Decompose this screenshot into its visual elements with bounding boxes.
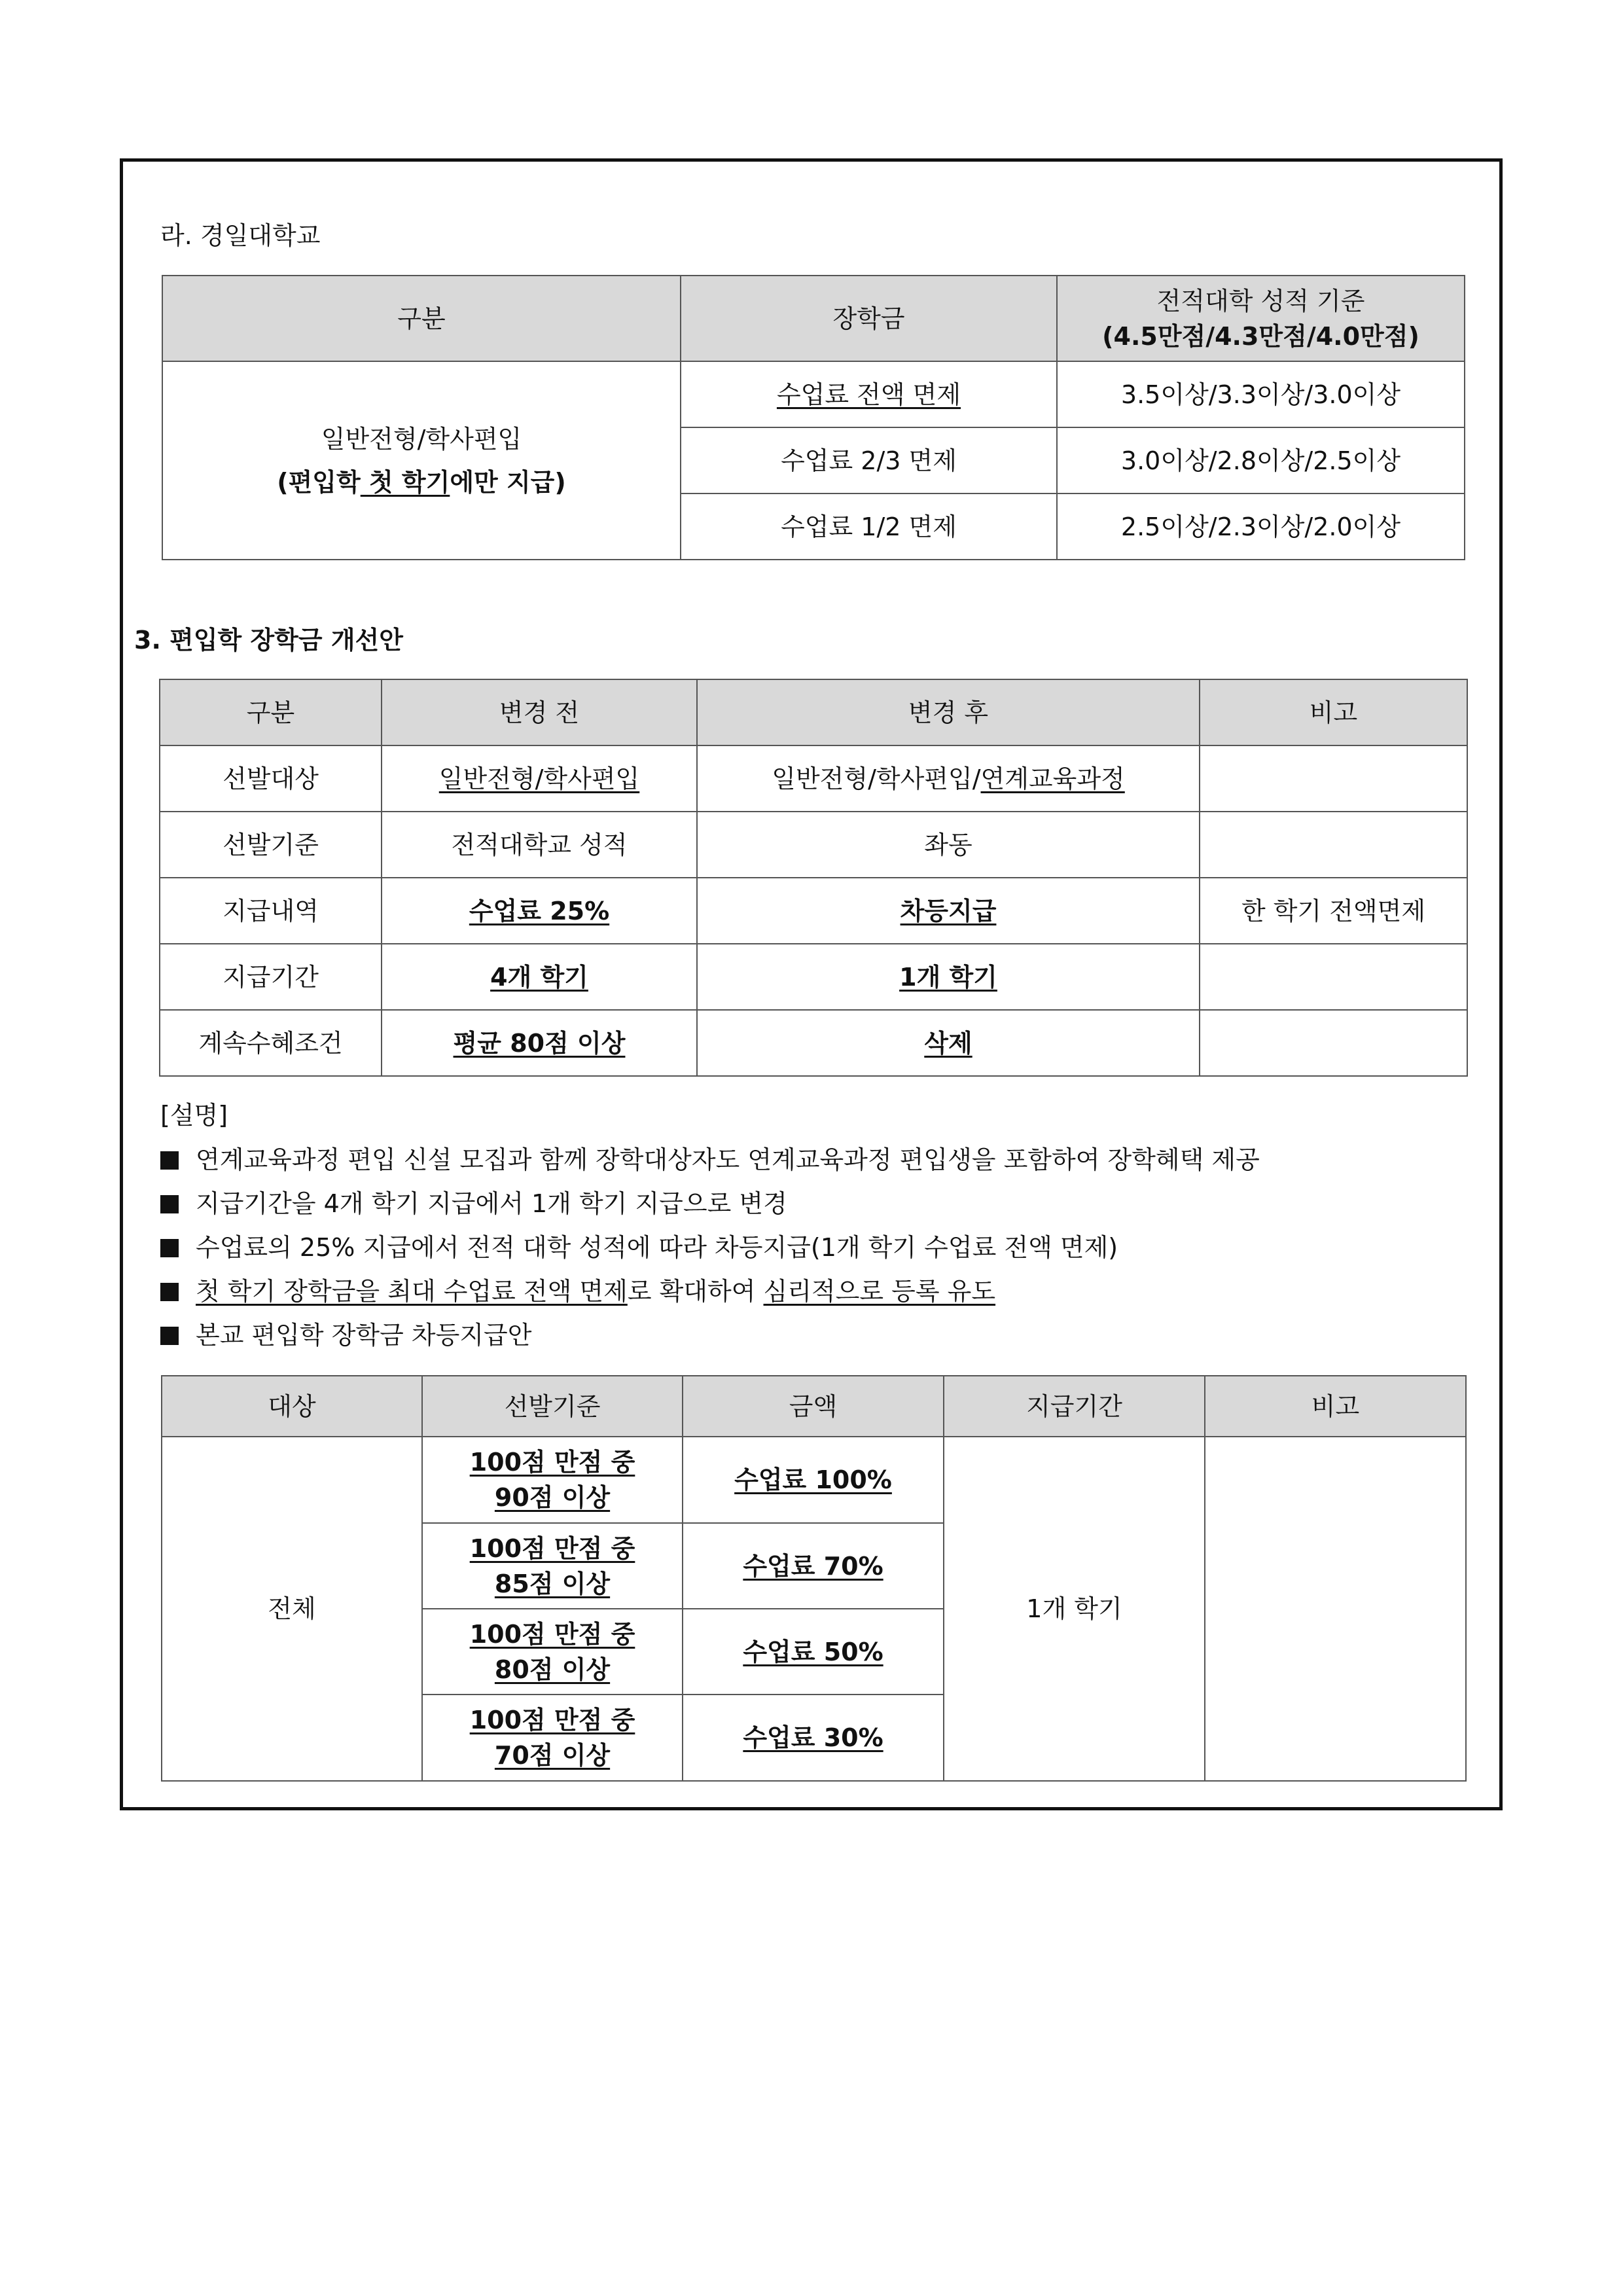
criteria-cell: 2.5이상/2.3이상/2.0이상 [1057,493,1465,560]
amount-cell [683,1695,944,1781]
row-after [697,944,1200,1010]
criteria-line1: 100점 만점 중 [469,1534,635,1563]
section3-title [134,624,403,656]
bullet-text: 지급기간을 4개 학기 지급에서 1개 학기 지급으로 변경 [196,1189,787,1218]
bullet-underline-2: 심리적으로 등록 유도 [763,1277,996,1306]
row-before-text: 일반전형/학사편입 [438,764,640,793]
square-bullet-icon [160,1151,179,1170]
row-after-text: 삭제 [924,1028,972,1058]
row-after [697,878,1200,944]
bullet-text: 로 확대하여 [627,1277,764,1306]
amount-text: 수업료 30% [743,1723,883,1752]
header-after: 변경 후 [697,679,1200,745]
row-before [382,944,697,1010]
explanation-label: [설명] [160,1101,228,1130]
header-category: 구분 [162,276,681,361]
target-cell: 전체 [162,1437,422,1781]
header-note: 비고 [1200,679,1467,745]
bullet-text: 수업료의 25% 지급에서 전적 대학 성적에 따라 차등지급(1개 학기 수업료 전액 면제) [196,1233,1118,1262]
row-note [1200,944,1467,1010]
row-after [697,745,1200,812]
kyungil-scholarship-table [162,275,1465,560]
header-criteria: 선발기준 [422,1376,683,1437]
row-category: 지급내역 [160,878,382,944]
row-before-text: 4개 학기 [490,962,588,992]
square-bullet-icon [160,1195,179,1213]
criteria-cell: 3.5이상/3.3이상/3.0이상 [1057,361,1465,427]
row-after-pre: 일반전형/학사편입/ [772,764,981,793]
criteria-cell [422,1609,683,1695]
amount-cell [683,1609,944,1695]
criteria-line1: 100점 만점 중 [469,1706,635,1734]
amount-text: 수업료 50% [743,1637,883,1666]
row-before: 전적대학교 성적 [382,812,697,878]
amount-cell [683,1523,944,1609]
note-cell [1205,1437,1466,1781]
criteria-line2: 85점 이상 [494,1569,611,1598]
section-ra-title: 라. 경일대학교 [160,221,321,250]
header-scholarship: 장학금 [681,276,1057,361]
criteria-cell [422,1437,683,1523]
category-cell [162,361,681,560]
row-category: 지급기간 [160,944,382,1010]
row-before [382,745,697,812]
row-category: 선발기준 [160,812,382,878]
row-category: 선발대상 [160,745,382,812]
period-cell: 1개 학기 [944,1437,1205,1781]
row-category: 계속수혜조건 [160,1010,382,1076]
bullet-item [160,1188,787,1219]
scholarship-cell [681,361,1057,427]
header-note: 비고 [1205,1376,1466,1437]
row-note [1200,1010,1467,1076]
criteria-line1: 100점 만점 중 [469,1448,635,1477]
criteria-line2: 90점 이상 [494,1483,611,1512]
row-after: 좌동 [697,812,1200,878]
bullet-item [160,1232,1118,1263]
criteria-line2: 70점 이상 [494,1741,611,1770]
section3-title-text: 3. 편입학 장학금 개선안 [134,626,403,655]
category-line2-pre: (편입학 [277,467,361,497]
row-after-text: 1개 학기 [899,962,997,992]
row-note [1200,812,1467,878]
tiered-scholarship-table [161,1375,1467,1782]
scholarship-text: 수업료 전액 면제 [776,380,961,409]
bullet-item [160,1144,1260,1175]
header-period: 지급기간 [944,1376,1205,1437]
improvement-table [159,679,1468,1077]
criteria-cell: 3.0이상/2.8이상/2.5이상 [1057,427,1465,493]
scholarship-cell: 수업료 1/2 면제 [681,493,1057,560]
row-after-text: 차등지급 [900,896,997,925]
header-criteria-line2: (4.5만점/4.3만점/4.0만점) [1102,321,1419,351]
header-amount: 금액 [683,1376,944,1437]
header-criteria [1057,276,1465,361]
row-note: 한 학기 전액면제 [1200,878,1467,944]
criteria-line2: 80점 이상 [494,1655,611,1684]
category-line1: 일반전형/학사편입 [321,424,522,454]
criteria-cell [422,1695,683,1781]
header-criteria-line1: 전적대학 성적 기준 [1156,286,1365,315]
category-line2 [167,461,676,504]
amount-text: 수업료 100% [734,1465,892,1494]
row-before [382,1010,697,1076]
row-before-text: 수업료 25% [469,896,610,925]
category-line2-underline: 첫 학기 [360,467,450,497]
amount-cell [683,1437,944,1523]
bullet-text: 본교 편입학 장학금 차등지급안 [196,1321,532,1350]
header-target: 대상 [162,1376,422,1437]
criteria-line1: 100점 만점 중 [469,1619,635,1649]
header-category: 구분 [160,679,382,745]
amount-text: 수업료 70% [743,1551,883,1581]
row-before [382,878,697,944]
row-after-underline: 연계교육과정 [980,764,1125,793]
criteria-cell [422,1523,683,1609]
row-note [1200,745,1467,812]
bullet-underline-1: 첫 학기 장학금을 최대 수업료 전액 면제 [196,1277,628,1306]
bullet-item [160,1319,531,1351]
scholarship-cell: 수업료 2/3 면제 [681,427,1057,493]
bullet-text: 연계교육과정 편입 신설 모집과 함께 장학대상자도 연계교육과정 편입생을 포함하여 장학혜택 제공 [196,1145,1260,1174]
bullet-item [160,1276,995,1307]
square-bullet-icon [160,1327,179,1345]
header-before: 변경 전 [382,679,697,745]
category-line2-post: 에만 지급) [450,467,566,497]
square-bullet-icon [160,1239,179,1257]
row-before-text: 평균 80점 이상 [453,1028,626,1058]
row-after [697,1010,1200,1076]
square-bullet-icon [160,1283,179,1301]
